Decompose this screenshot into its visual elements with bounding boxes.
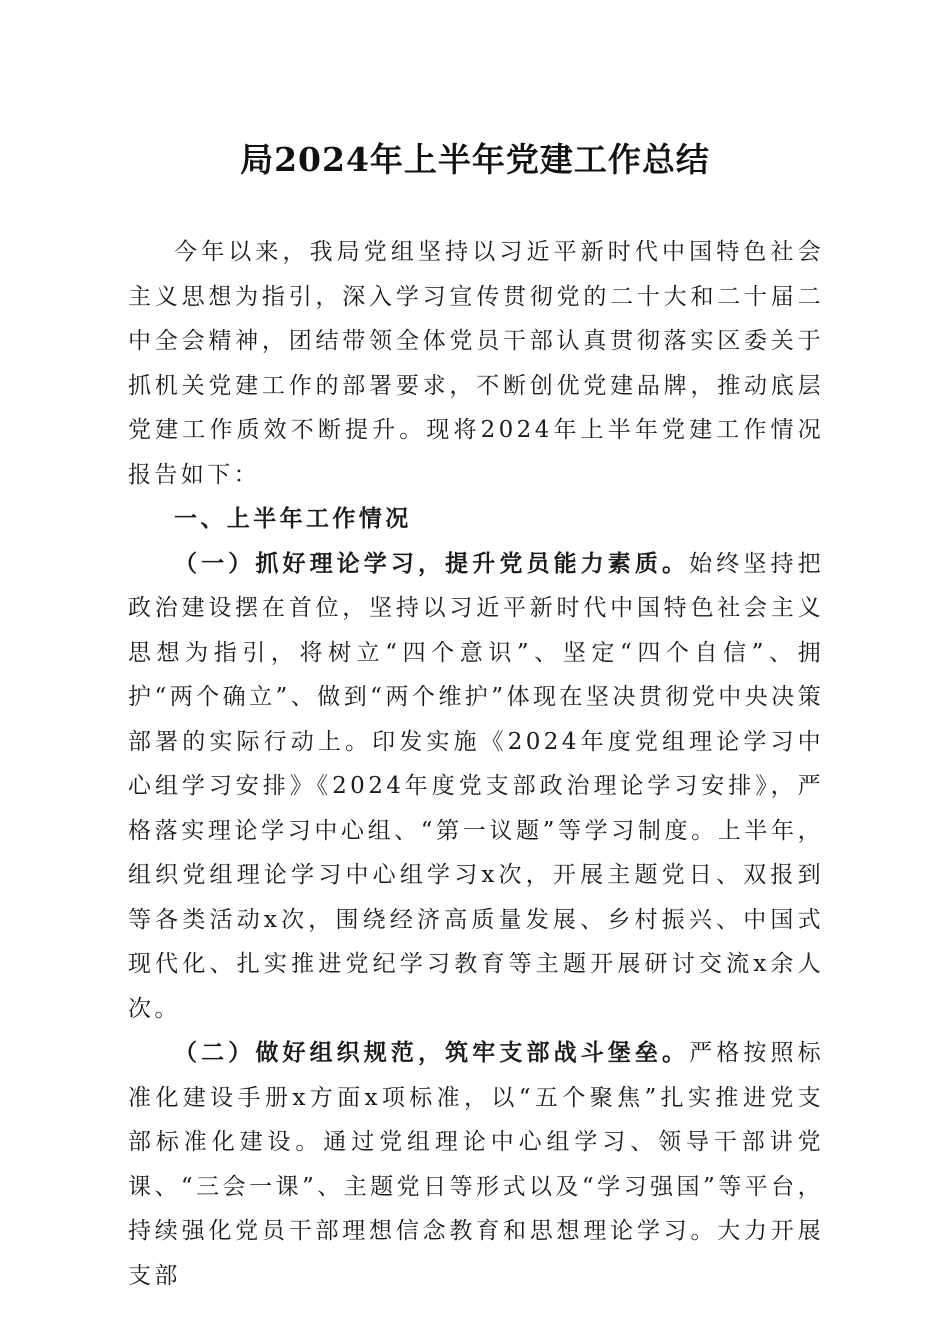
subsection-2-paragraph <box>128 1031 824 1298</box>
subsection-2-lead: （二）做好组织规范，筑牢支部战斗堡垒。 <box>174 1039 690 1066</box>
section-heading: 一、上半年工作情况 <box>174 506 412 532</box>
subsection-1-text: 始终坚持把政治建设摆在首位，坚持以习近平新时代中国特色社会主义思想为指引，将树立“四个意识”、坚定“四个自信”、拥护“两个确立”、做到“两个维护”体现在坚决贯彻党中央决策部署的实际行动上。印发实施《2024年度党组理论学习中心组学习安排》《2024年度党支部政治理论学习安排》，严格落实理论学习中心组、“第一议题”等学习制度。上半年，组织党组理论学习中心组学习x次，开展主题党日、双报到等各类活动x次，围绕经济高质量发展、乡村振兴、中国式现代化、扎实推进党纪学习教育等主题开展研讨交流x余人次。 <box>128 550 824 1022</box>
document-title: 局2024年上半年党建工作总结 <box>240 140 710 179</box>
subsection-2-text: 严格按照标准化建设手册x方面x项标准，以“五个聚焦”扎实推进党支部标准化建设。通过党组理论中心组学习、领导干部讲党课、“三会一课”、主题党日等形式以及“学习强国”等平台，持续强化党员干部理想信念教育和思想理论学习。大力开展支部 <box>128 1040 824 1289</box>
document-body <box>128 230 824 1298</box>
intro-paragraph: 今年以来，我局党组坚持以习近平新时代中国特色社会主义思想为指引，深入学习宣传贯彻党的二十大和二十届二中全会精神，团结带领全体党员干部认真贯彻落实区委关于抓机关党建工作的部署要求，不断创优党建品牌，推动底层党建工作质效不断提升。现将2024年上半年党建工作情况报告如下： <box>128 239 824 488</box>
subsection-1-paragraph <box>128 542 824 1032</box>
subsection-1-lead: （一）抓好理论学习，提升党员能力素质。 <box>174 549 690 577</box>
